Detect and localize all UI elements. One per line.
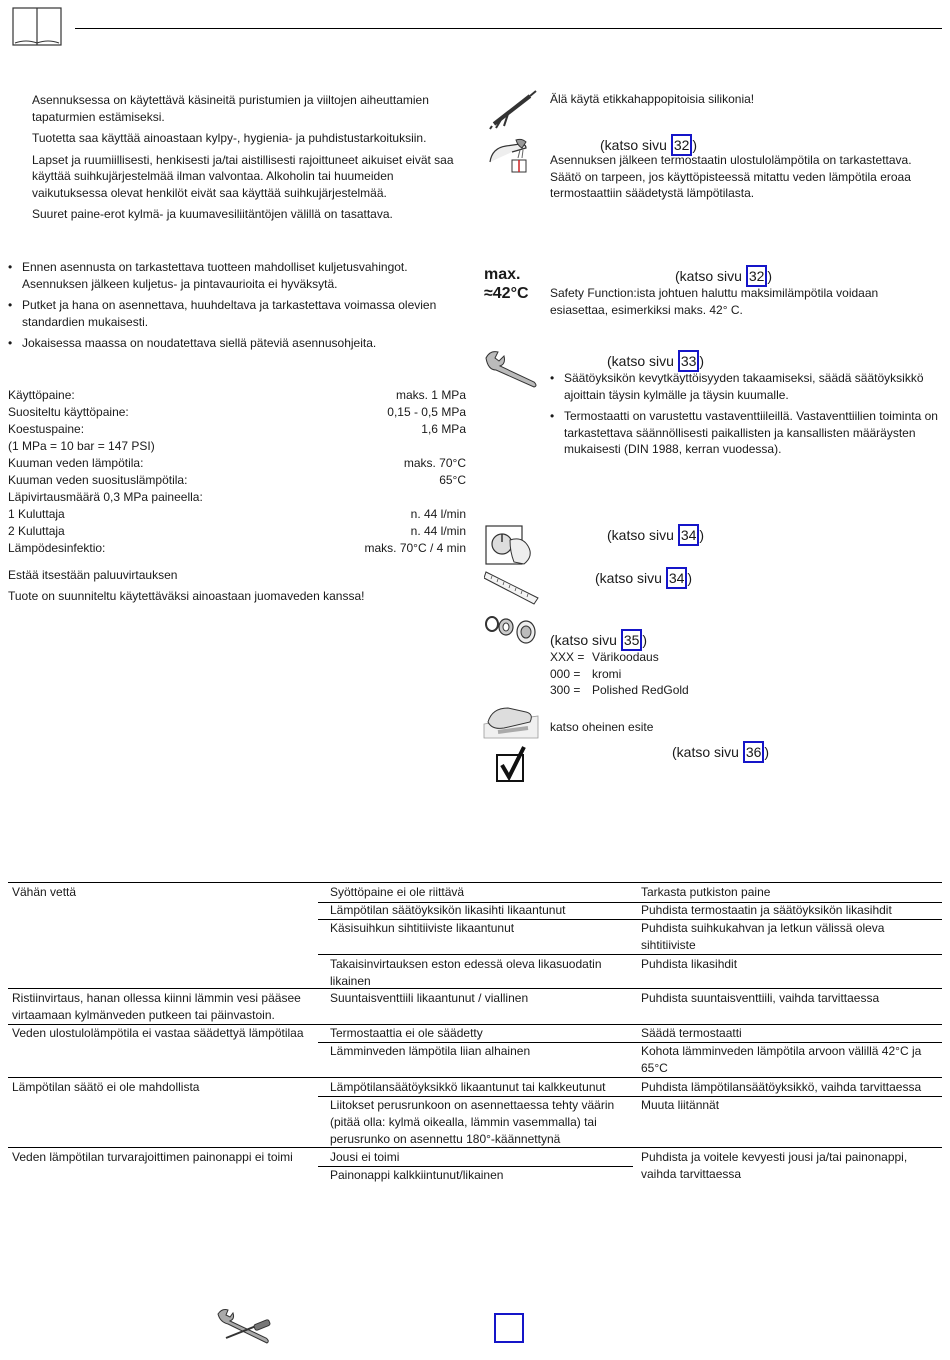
remedy-cell: Tarkasta putkiston paine bbox=[641, 885, 771, 899]
header-rule bbox=[75, 28, 942, 29]
color-code-row bbox=[550, 666, 689, 683]
max-temperature: ≈42°C bbox=[484, 285, 529, 302]
group-rule bbox=[8, 988, 942, 989]
color-codes bbox=[550, 649, 689, 699]
spec-row bbox=[8, 472, 466, 489]
remedy-cell: Kohota lämminveden lämpötila arvoon välillä 42°C ja 65°C bbox=[641, 1044, 922, 1075]
reference-34-a bbox=[607, 524, 704, 546]
installation-bullet: • Jokaisessa maassa on noudatettava siellä päteviä asennusohjeita. bbox=[8, 335, 466, 352]
spec-value: maks. 1 MPa bbox=[395, 388, 466, 402]
reference-prefix: (katso sivu bbox=[600, 137, 671, 153]
maintenance-bullet: • Termostaatti on varustettu vastaventtiileillä. Vastaventtiilien toiminta on tarkastettava säännöllisesti paikallisten ja kansallisten määräysten mukaisesti (DIN 1988, kerran vuodessa). bbox=[550, 408, 942, 458]
maintenance-bullet: • Säätöyksikön kevytkäyttöisyyden takaamiseksi, säädä säätöyksikkö ajoittain täysin kylmälle ja täysin kuumalle. bbox=[550, 370, 942, 403]
reference-34-b bbox=[595, 567, 692, 589]
safety-paragraph: Asennuksessa on käytettävä käsineitä puristumien ja viiltojen aiheuttamien tapaturmien estämiseksi. bbox=[32, 93, 429, 124]
spec-row bbox=[8, 387, 466, 404]
spec-label: (1 MPa = 10 bar = 147 PSI) bbox=[8, 439, 155, 453]
spec-value: n. 44 l/min bbox=[410, 507, 466, 521]
troubleshooting-table bbox=[8, 882, 942, 1192]
cause-cell: Käsisuihkun sihtitiiviste likaantunut bbox=[330, 921, 515, 935]
adjust-text: Asennuksen jälkeen termostaatin ulostulolämpötila on tarkastettava. Säätö on tarpeen, jos käyttöpisteessä mitattu veden lämpötila eroaa termostaattiin säädetystä lämpötilasta. bbox=[550, 153, 912, 200]
maintenance-reference bbox=[607, 350, 704, 372]
problem-cell: Veden ulostulolämpötila ei vastaa säädettyä lämpötilaa bbox=[12, 1026, 304, 1040]
spec-row bbox=[8, 489, 466, 506]
safety-paragraph: Lapset ja ruumiillisesti, henkisesti ja/tai aistillisesti rajoittuneet aikuiset eivät saa käyttää suihkujärjestelmää ilman valvontaa. Alkoholin tai huumeiden vaikutuksessa olevat henkilöt eivät saa käyttää suihkujärjestelmää. bbox=[32, 152, 454, 200]
group-rule bbox=[8, 1077, 942, 1078]
group-rule bbox=[8, 1147, 942, 1148]
spec-row bbox=[8, 523, 466, 540]
reference-prefix: (katso sivu bbox=[675, 268, 746, 284]
color-name: kromi bbox=[592, 666, 622, 681]
silicone-warning: Älä käytä etikkahappopitoisia silikonia! bbox=[550, 92, 755, 106]
page-link-35[interactable]: 35 bbox=[621, 629, 643, 651]
spec-label: Läpivirtausmäärä 0,3 MPa paineella: bbox=[8, 490, 203, 504]
cause-cell: Termostaattia ei ole säädetty bbox=[330, 1026, 483, 1040]
reference-prefix: (katso sivu bbox=[607, 527, 678, 543]
safety-function-reference bbox=[675, 265, 772, 287]
reference-suffix: ) bbox=[764, 744, 770, 760]
seal-parts-icon bbox=[484, 612, 542, 648]
reference-36 bbox=[672, 741, 769, 763]
drinking-water-note: Tuote on suunniteltu käytettäväksi ainoastaan juomaveden kanssa! bbox=[8, 589, 365, 603]
spec-value: maks. 70°C bbox=[403, 456, 466, 470]
spec-label: Kuuman veden suosituslämpötila: bbox=[8, 473, 188, 487]
reference-suffix: ) bbox=[767, 268, 773, 284]
table-rule bbox=[8, 882, 942, 883]
cause-cell: Takaisinvirtauksen eston edessä oleva likasuodatin likainen bbox=[330, 957, 602, 988]
reference-35 bbox=[550, 629, 647, 651]
cause-cell: Painonappi kalkkiintunut/likainen bbox=[330, 1168, 504, 1182]
color-code: 000 = bbox=[550, 666, 581, 681]
cause-cell: Jousi ei toimi bbox=[330, 1150, 400, 1164]
remedy-cell: Puhdista suihkukahvan ja letkun välissä oleva sihtitiiviste bbox=[641, 921, 885, 952]
leaflet-note: katso oheinen esite bbox=[550, 720, 654, 734]
color-code: 300 = bbox=[550, 683, 581, 697]
color-name: Polished RedGold bbox=[592, 683, 689, 697]
maintenance-list bbox=[550, 370, 942, 463]
spec-row bbox=[8, 455, 466, 472]
spec-row bbox=[8, 540, 466, 557]
problem-cell: Vähän vettä bbox=[12, 885, 77, 899]
page-link-34[interactable]: 34 bbox=[666, 567, 688, 589]
page-link-33[interactable]: 33 bbox=[678, 350, 700, 372]
spec-label: Käyttöpaine: bbox=[8, 388, 75, 402]
spec-row bbox=[8, 438, 466, 455]
reference-suffix: ) bbox=[699, 527, 705, 543]
problem-cell: Veden lämpötilan turvarajoittimen painonappi ei toimi bbox=[12, 1150, 293, 1164]
remedy-cell: Puhdista suuntaisventtiili, vaihda tarvittaessa bbox=[641, 991, 880, 1005]
safety-paragraph: Suuret paine-erot kylmä- ja kuumavesiliitäntöjen välillä on tasattava. bbox=[32, 207, 393, 221]
spec-value: n. 44 l/min bbox=[410, 524, 466, 538]
spec-label: Lämpödesinfektio: bbox=[8, 541, 106, 555]
max-label: max. bbox=[484, 266, 521, 283]
reference-suffix: ) bbox=[692, 137, 698, 153]
spec-row bbox=[8, 421, 466, 438]
reference-suffix: ) bbox=[687, 570, 693, 586]
spec-value: 0,15 - 0,5 MPa bbox=[387, 405, 466, 419]
color-code-row bbox=[550, 649, 689, 666]
spec-label: Kuuman veden lämpötila: bbox=[8, 456, 144, 470]
spec-label: 1 Kuluttaja bbox=[8, 507, 65, 521]
specs-table bbox=[8, 387, 466, 557]
spec-row bbox=[8, 506, 466, 523]
spec-value: maks. 70°C / 4 min bbox=[364, 541, 466, 555]
cause-cell: Lämpötilansäätöyksikkö likaantunut tai kalkkeutunut bbox=[330, 1080, 606, 1094]
problem-cell: Ristiinvirtaus, hanan ollessa kiinni lämmin vesi pääsee virtaamaan kylmänveden putkeen tai päinvastoin. bbox=[12, 991, 301, 1022]
safety-section bbox=[32, 92, 462, 228]
remedy-cell: Puhdista likasihdit bbox=[641, 957, 738, 971]
installation-bullet: • Putket ja hana on asennettava, huuhdeltava ja tarkastettava voimassa olevien standardien mukaisesti. bbox=[8, 297, 466, 330]
spec-value: 1,6 MPa bbox=[421, 422, 466, 436]
cause-cell: Liitokset perusrunkoon on asennettaessa tehty väärin (pitää olla: kylmä oikealla, lämmin vasemmalla) tai perusrunko on asennettu 180°-käännettynä bbox=[330, 1098, 615, 1146]
shower-hand-icon bbox=[486, 134, 538, 176]
book-icon bbox=[12, 7, 62, 47]
spec-value: 65°C bbox=[439, 473, 466, 487]
thermostat-knob-icon bbox=[484, 522, 536, 568]
reference-suffix: ) bbox=[642, 632, 648, 648]
reference-prefix: (katso sivu bbox=[550, 632, 621, 648]
row-rule bbox=[318, 954, 942, 955]
remedy-cell: Puhdista termostaatin ja säätöyksikön likasihdit bbox=[641, 903, 892, 917]
ruler-icon bbox=[484, 568, 540, 606]
page-link-32[interactable]: 32 bbox=[671, 134, 693, 156]
problem-cell: Lämpötilan säätö ei ole mahdollista bbox=[12, 1080, 200, 1094]
remedy-cell: Säädä termostaatti bbox=[641, 1026, 742, 1040]
reference-prefix: (katso sivu bbox=[595, 570, 666, 586]
remedy-cell: Puhdista ja voitele kevyesti jousi ja/tai painonappi, vaihda tarvittaessa bbox=[641, 1150, 908, 1181]
caulking-gun-icon bbox=[488, 88, 538, 130]
reference-prefix: (katso sivu bbox=[607, 353, 678, 369]
checkbox-icon bbox=[494, 745, 530, 783]
spec-label: 2 Kuluttaja bbox=[8, 524, 65, 538]
installation-section bbox=[8, 259, 466, 357]
reference-prefix: (katso sivu bbox=[672, 744, 743, 760]
color-code: XXX = bbox=[550, 650, 585, 664]
cause-cell: Syöttöpaine ei ole riittävä bbox=[330, 885, 465, 899]
color-name: Värikoodaus bbox=[592, 650, 659, 664]
remedy-cell: Puhdista lämpötilansäätöyksikkö, vaihda tarvittaessa bbox=[641, 1080, 922, 1094]
cause-cell: Lämminveden lämpötila liian alhainen bbox=[330, 1044, 531, 1058]
spec-row bbox=[8, 404, 466, 421]
cause-cell: Lämpötilan säätöyksikön likasihti likaantunut bbox=[330, 903, 566, 917]
backflow-note: Estää itsestään paluuvirtauksen bbox=[8, 568, 178, 582]
page-link-32[interactable]: 32 bbox=[746, 265, 768, 287]
cleaning-hand-icon bbox=[482, 704, 540, 740]
wrench-icon bbox=[484, 348, 542, 388]
page-link-36[interactable]: 36 bbox=[743, 741, 765, 763]
reference-suffix: ) bbox=[699, 353, 705, 369]
safety-paragraph: Tuotetta saa käyttää ainoastaan kylpy-, hygienia- ja puhdistustarkoituksiin. bbox=[32, 131, 427, 145]
spec-label: Suositeltu käyttöpaine: bbox=[8, 405, 129, 419]
page-link-34[interactable]: 34 bbox=[678, 524, 700, 546]
installation-bullet: • Ennen asennusta on tarkastettava tuotteen mahdolliset kuljetusvahingot. Asennuksen jälkeen kuljetus- ja pintavaurioita ei hyväksytä. bbox=[8, 259, 466, 292]
color-code-row bbox=[550, 682, 689, 699]
page-number-box bbox=[494, 1313, 524, 1343]
cause-cell: Suuntaisventtiili likaantunut / viallinen bbox=[330, 991, 529, 1005]
spec-label: Koestuspaine: bbox=[8, 422, 85, 436]
remedy-cell: Muuta liitännät bbox=[641, 1098, 720, 1112]
safety-function-text: Safety Function:ista johtuen haluttu maksimilämpötila voidaan esiasettaa, esimerkiksi maks. 42° C. bbox=[550, 286, 879, 317]
tools-icon bbox=[216, 1308, 274, 1348]
